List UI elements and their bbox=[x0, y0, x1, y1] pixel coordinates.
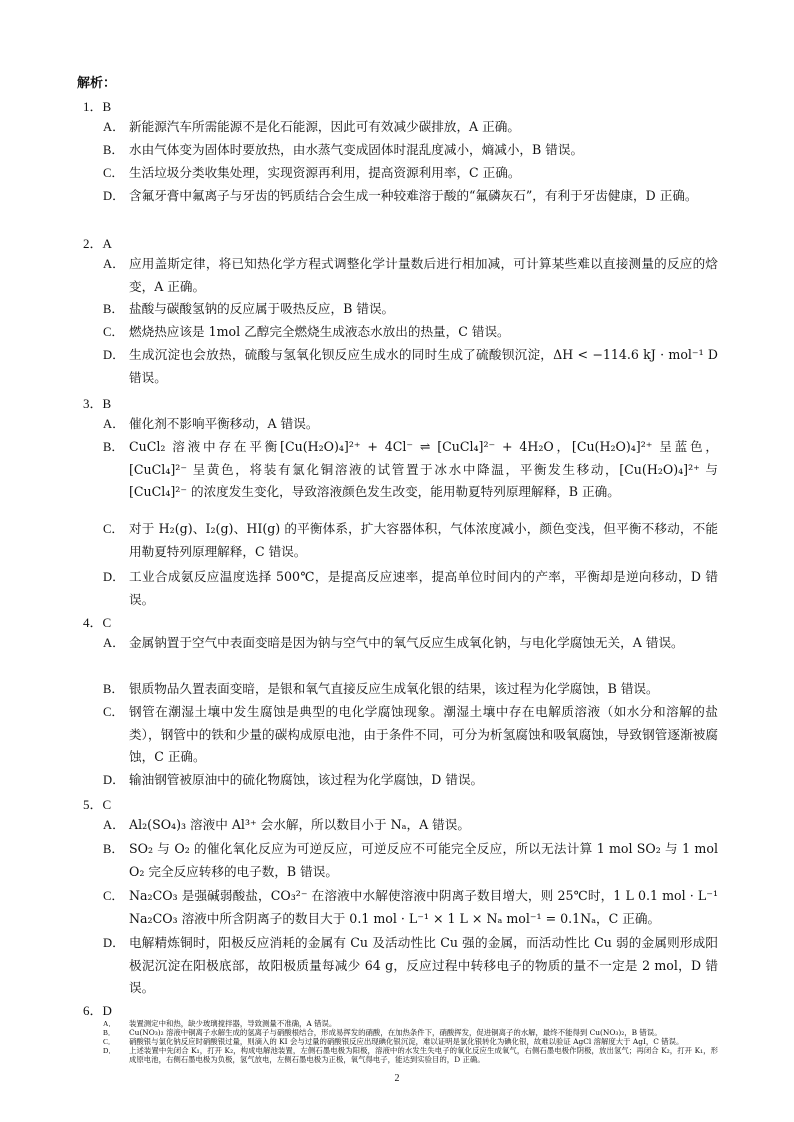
option-text: 催化剂不影响平衡移动，A 错误。 bbox=[129, 416, 319, 431]
question-number: 6．D bbox=[83, 1003, 112, 1018]
option-label: C． bbox=[103, 325, 124, 339]
question-number: 1．B bbox=[83, 99, 112, 114]
option-text: Na₂CO₃ 是强碱弱酸盐，CO₃²⁻ 在溶液中水解使溶液中阴离子数目增大，则 25℃时，1 L 0.1 mol · L⁻¹ Na₂CO₃ 溶液中所含阴离子的数目大于 0.1 mol · L⁻¹ × 1 L × Nₐ mol⁻¹ = 0.1Nₐ，C 正确。 bbox=[129, 888, 718, 926]
option-text: 水由气体变为固体时要放热，由水蒸气变成固体时混乱度减小，熵减小，B 错误。 bbox=[129, 142, 584, 157]
option-label: A． bbox=[103, 818, 125, 832]
option-item bbox=[103, 344, 718, 389]
option-label: B． bbox=[103, 143, 124, 157]
question-number: 3．B bbox=[83, 396, 112, 411]
question-number: 2．A bbox=[83, 236, 112, 251]
option-label: A． bbox=[103, 417, 125, 431]
option-text: SO₂ 与 O₂ 的催化氧化反应为可逆反应，可逆反应不可能完全反应，所以无法计算 1 mol SO₂ 与 1 mol O₂ 完全反应转移的电子数，B 错误。 bbox=[129, 841, 718, 879]
option-text: 对于 H₂(g)、I₂(g)、HI(g) 的平衡体系，扩大容器体积，气体浓度减小，颜色变浅，但平衡不移动，不能用勒夏特列原理解释，C 错误。 bbox=[129, 521, 718, 559]
question-number: 5．C bbox=[83, 797, 112, 812]
option-label: B． bbox=[103, 682, 124, 696]
option-label: D． bbox=[103, 773, 125, 787]
option-text: 应用盖斯定律，将已知热化学方程式调整化学计量数后进行相加减，可计算某些难以直接测量的反应的焓变，A 正确。 bbox=[129, 256, 718, 294]
option-text: 盐酸与碳酸氢钠的反应属于吸热反应，B 错误。 bbox=[129, 301, 395, 316]
option-item bbox=[103, 1028, 718, 1037]
option-text: 硝酸银与氯化钠反应时硝酸银过量，则滴入的 KI 会与过量的硝酸银反应出现碘化银沉淀，难以证明是氯化银转化为碘化银，故难以验证 AgCl 溶解度大于 AgI，C 错误。 bbox=[129, 1037, 684, 1046]
option-label: D． bbox=[103, 936, 125, 950]
option-text: 工业合成氨反应温度选择 500℃，是提高反应速率，提高单位时间内的产率，平衡却是逆向移动，D 错误。 bbox=[129, 569, 718, 607]
option-label: B． bbox=[103, 302, 124, 316]
option-text: 输油钢管被原油中的硫化物腐蚀，该过程为化学腐蚀，D 错误。 bbox=[129, 772, 484, 787]
option-label: B． bbox=[103, 842, 124, 856]
section-heading: 解析： bbox=[77, 76, 117, 91]
option-label: C． bbox=[103, 705, 124, 719]
option-item bbox=[103, 932, 718, 1000]
option-label: D． bbox=[103, 570, 125, 584]
option-text: 燃烧热应该是 1mol 乙醇完全燃烧生成液态水放出的热量，C 错误。 bbox=[129, 324, 510, 339]
option-label: A． bbox=[103, 1019, 116, 1028]
option-label: A． bbox=[103, 636, 125, 650]
option-item bbox=[103, 321, 718, 344]
option-label: D． bbox=[103, 189, 125, 203]
option-item bbox=[103, 298, 718, 321]
page-number: 2 bbox=[394, 1073, 400, 1084]
option-item bbox=[103, 885, 718, 930]
option-item bbox=[103, 518, 718, 563]
option-item bbox=[103, 632, 718, 655]
option-text: 钢管在潮湿土壤中发生腐蚀是典型的电化学腐蚀现象。潮湿土壤中存在电解质溶液（如水分和溶解的盐类），钢管中的铁和少量的碳构成原电池，由于条件不同，可分为析氢腐蚀和吸氧腐蚀，导致钢管逐渐被腐蚀，C 正确。 bbox=[129, 704, 718, 764]
option-label: C． bbox=[103, 1037, 116, 1046]
option-text: Al₂(SO₄)₃ 溶液中 Al³⁺ 会水解，所以数目小于 Nₐ，A 错误。 bbox=[129, 817, 470, 832]
option-text: 金属钠置于空气中表面变暗是因为钠与空气中的氧气反应生成氧化钠，与电化学腐蚀无关，A 错误。 bbox=[129, 635, 684, 650]
option-label: C． bbox=[103, 889, 124, 903]
option-text: 银质物品久置表面变暗，是银和氧气直接反应生成氧化银的结果，该过程为化学腐蚀，B 错误。 bbox=[129, 681, 659, 696]
option-text: 生成沉淀也会放热，硫酸与氢氧化钡反应生成水的同时生成了硫酸钡沉淀，ΔH < −114.6 kJ · mol⁻¹ D 错误。 bbox=[129, 347, 718, 385]
option-item bbox=[103, 413, 718, 436]
option-label: B． bbox=[103, 1028, 116, 1037]
option-item bbox=[103, 162, 718, 185]
option-item bbox=[103, 814, 718, 837]
option-label: B． bbox=[103, 440, 124, 454]
option-label: D． bbox=[103, 1046, 116, 1055]
option-label: D． bbox=[103, 348, 125, 362]
option-item bbox=[103, 253, 718, 298]
option-label: C． bbox=[103, 166, 124, 180]
option-label: A． bbox=[103, 120, 125, 134]
option-item bbox=[103, 116, 718, 139]
option-text: 上述装置中先闭合 K₁，打开 K₂，构成电解池装置，左侧石墨电极为阳极，溶液中的水发生失电子的氧化反应生成氧气，右侧石墨电极作阴极，放出氢气；再闭合 K₂，打开 K₁，形成原电池，右侧石墨电极为负极，氢气放电，左侧石墨电极为正极，氧气得电子，能达到实验目的，D 正确。 bbox=[129, 1046, 718, 1064]
option-item bbox=[103, 838, 718, 883]
option-item bbox=[103, 436, 718, 504]
option-item bbox=[103, 1019, 718, 1028]
option-item bbox=[103, 678, 718, 701]
option-text: CuCl₂ 溶液中存在平衡[Cu(H₂O)₄]²⁺ + 4Cl⁻ ⇌ [CuCl₄]²⁻ + 4H₂O，[Cu(H₂O)₄]²⁺ 呈蓝色，[CuCl₄]²⁻ 呈黄色，将装有氯化铜溶液的试管置于冰水中降温，平衡发生移动，[Cu(H₂O)₄]²⁺ 与 [CuCl₄]²⁻ 的浓度发生变化，导致溶液颜色发生改变，能用勒夏特列原理解释，B 正确。 bbox=[129, 439, 718, 499]
option-text: Cu(NO₃)₂ 溶液中铜离子水解生成的氢离子与硝酸根结合，形成易挥发的硝酸，在加热条件下，硝酸挥发，促进铜离子的水解，最终不能得到 Cu(NO₃)₂，B 错误。 bbox=[129, 1028, 662, 1037]
option-label: C． bbox=[103, 522, 124, 536]
option-text: 生活垃圾分类收集处理，实现资源再利用，提高资源利用率，C 正确。 bbox=[129, 165, 521, 180]
option-item bbox=[103, 1037, 718, 1046]
option-text: 含氟牙膏中氟离子与牙齿的钙质结合会生成一种较难溶于酸的“氟磷灰石”，有利于牙齿健康，D 正确。 bbox=[129, 188, 698, 203]
option-item bbox=[103, 185, 718, 208]
option-text: 新能源汽车所需能源不是化石能源，因此可有效减少碳排放，A 正确。 bbox=[129, 119, 520, 134]
option-text: 电解精炼铜时，阳极反应消耗的金属有 Cu 及活动性比 Cu 强的金属，而活动性比 Cu 弱的金属则形成阳极泥沉淀在阳极底部，故阳极质量每减少 64 g，反应过程中转移电子的物质的量不一定是 2 mol，D 错误。 bbox=[129, 935, 718, 995]
option-item bbox=[103, 1046, 718, 1064]
option-item bbox=[103, 769, 718, 792]
option-label: A． bbox=[103, 257, 125, 271]
option-text: 装置测定中和热，缺少玻璃搅拌器，导致测量不准确，A 错误。 bbox=[129, 1019, 337, 1028]
option-item bbox=[103, 701, 718, 769]
question-number: 4．C bbox=[83, 615, 112, 630]
option-item bbox=[103, 139, 718, 162]
option-item bbox=[103, 566, 718, 611]
